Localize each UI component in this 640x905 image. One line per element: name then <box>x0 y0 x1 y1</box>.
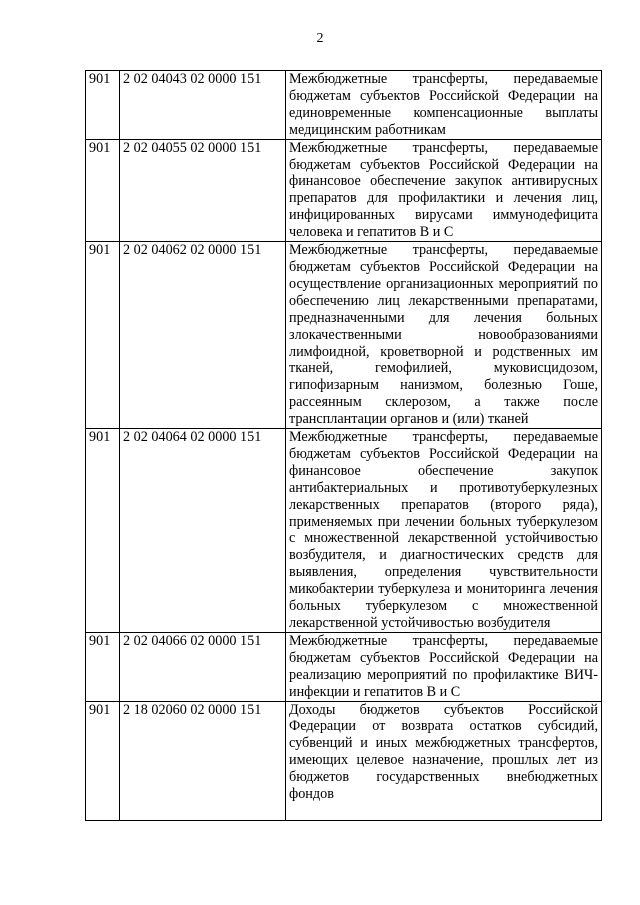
table-row <box>86 632 602 701</box>
table-row <box>86 242 602 429</box>
income-description-cell: Межбюджетные трансферты, передаваемые бюджетам субъектов Российской Федерации на единовременные компенсационные выплаты медицинским работникам <box>286 71 602 140</box>
budget-classification-code-cell: 2 18 02060 02 0000 151 <box>120 701 286 820</box>
income-description-cell: Межбюджетные трансферты, передаваемые бюджетам субъектов Российской Федерации на осуществление организационных мероприятий по обеспечению лиц лекарственными препаратами, предназначенными для лечения больных злокачественными новообразованиями лимфоидной, кроветворной и родственных им тканей, гемофилией, муковисцидозом, гипофизарным нанизмом, болезнью Гоше, рассеянным склерозом, а также после трансплантации органов и (или) тканей <box>286 242 602 429</box>
table-row <box>86 429 602 633</box>
income-description-cell: Межбюджетные трансферты, передаваемые бюджетам субъектов Российской Федерации на финансовое обеспечение закупок антибактериальных и противотуберкулезных лекарственных препаратов (второго ряда), применяемых при лечении больных туберкулезом с множественной лекарственной устойчивостью возбудителя, и диагностических средств для выявления, определения чувствительности микобактерии туберкулеза и мониторинга лечения больных туберкулезом с множественной лекарственной устойчивостью возбудителя <box>286 429 602 633</box>
page-number: 2 <box>316 31 324 46</box>
income-description-cell: Доходы бюджетов субъектов Российской Федерации от возврата остатков субсидий, субвенций и иных межбюджетных трансфертов, имеющих целевое назначение, прошлых лет из бюджетов государственных внебюджетных фондов <box>286 701 602 820</box>
admin-code-cell: 901 <box>86 632 120 701</box>
budget-classification-code-cell: 2 02 04064 02 0000 151 <box>120 429 286 633</box>
table-row <box>86 71 602 140</box>
table-row <box>86 701 602 820</box>
budget-classification-code-cell: 2 02 04055 02 0000 151 <box>120 139 286 241</box>
budget-classification-code-cell: 2 02 04062 02 0000 151 <box>120 242 286 429</box>
budget-classification-code-cell: 2 02 04043 02 0000 151 <box>120 71 286 140</box>
admin-code-cell: 901 <box>86 701 120 820</box>
admin-code-cell: 901 <box>86 71 120 140</box>
admin-code-cell: 901 <box>86 242 120 429</box>
table-row <box>86 139 602 241</box>
admin-code-cell: 901 <box>86 429 120 633</box>
budget-codes-table <box>85 70 602 821</box>
budget-classification-code-cell: 2 02 04066 02 0000 151 <box>120 632 286 701</box>
income-description-cell: Межбюджетные трансферты, передаваемые бюджетам субъектов Российской Федерации на финансовое обеспечение закупок антивирусных препаратов для профилактики и лечения лиц, инфицированных вирусами иммунодефицита человека и гепатитов В и С <box>286 139 602 241</box>
admin-code-cell: 901 <box>86 139 120 241</box>
income-description-cell: Межбюджетные трансферты, передаваемые бюджетам субъектов Российской Федерации на реализацию мероприятий по профилактике ВИЧ-инфекции и гепатитов В и С <box>286 632 602 701</box>
